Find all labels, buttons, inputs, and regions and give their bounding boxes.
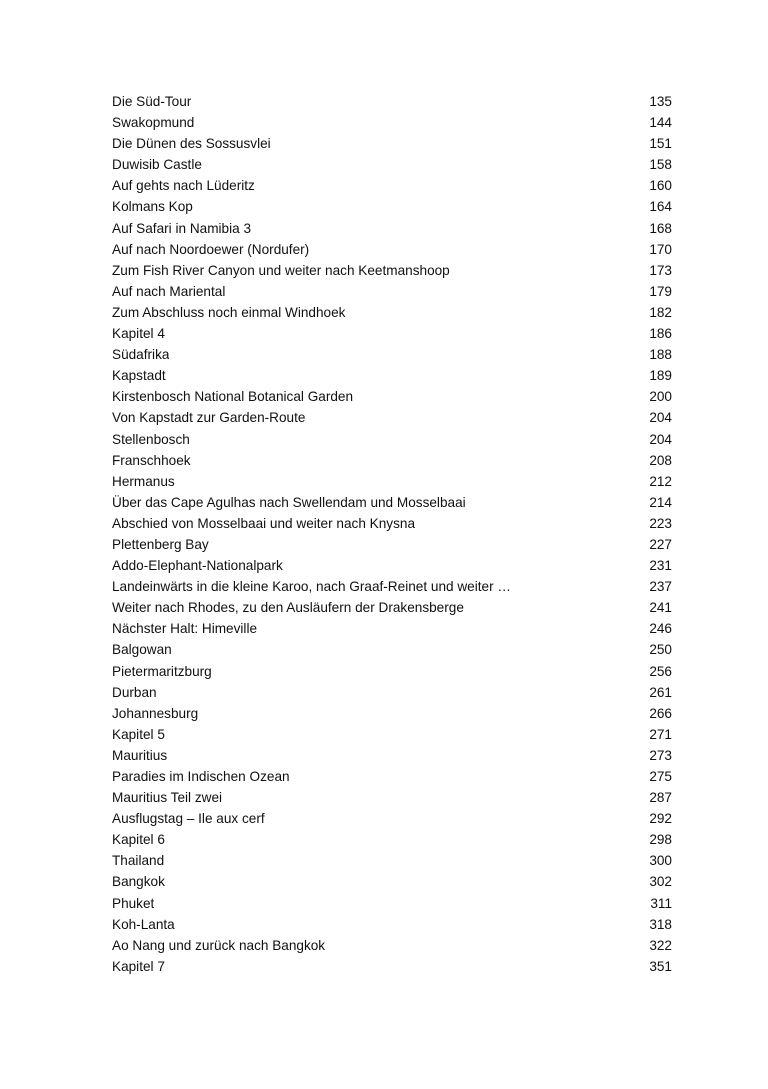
toc-entry-title: Auf Safari in Namibia 3 <box>112 220 252 236</box>
toc-entry <box>112 639 672 660</box>
toc-entry-title: Stellenbosch <box>112 431 190 447</box>
toc-entry-title: Kolmans Kop <box>112 199 193 215</box>
toc-entry-title: Landeinwärts in die kleine Karoo, nach Graaf-Reinet und weiter … <box>112 579 511 595</box>
toc-entry-page-number: 168 <box>649 220 672 236</box>
toc-entry-page-number: 311 <box>650 895 672 911</box>
toc-entry <box>112 724 672 745</box>
toc-entry-title: Phuket <box>112 895 155 911</box>
toc-entry-title: Auf gehts nach Lüderitz <box>112 178 255 194</box>
toc-entry <box>112 661 672 682</box>
toc-entry-page-number: 170 <box>649 241 672 257</box>
toc-entry <box>112 597 672 618</box>
toc-entry <box>112 534 672 555</box>
toc-entry <box>112 218 672 239</box>
toc-entry-page-number: 204 <box>649 410 672 426</box>
toc-entry-page-number: 158 <box>649 157 672 173</box>
toc-entry <box>112 914 672 935</box>
toc-entry-page-number: 256 <box>649 663 672 679</box>
toc-entry-page-number: 322 <box>649 937 672 953</box>
toc-entry-title: Pietermaritzburg <box>112 663 212 679</box>
toc-entry <box>112 871 672 892</box>
toc-entry <box>112 787 672 808</box>
toc-entry <box>112 935 672 956</box>
toc-entry <box>112 745 672 766</box>
toc-entry-page-number: 300 <box>649 853 672 869</box>
toc-entry-title: Plettenberg Bay <box>112 536 209 552</box>
toc-entry-title: Franschhoek <box>112 452 191 468</box>
toc-entry-page-number: 292 <box>649 811 672 827</box>
toc-entry <box>112 91 672 112</box>
toc-entry-title: Ausflugstag – Ile aux cerf <box>112 811 265 827</box>
toc-entry <box>112 555 672 576</box>
toc-entry-page-number: 227 <box>649 536 672 552</box>
toc-entry-title: Kapitel 7 <box>112 958 165 974</box>
toc-entry-page-number: 151 <box>649 136 672 152</box>
toc-entry-page-number: 275 <box>649 769 672 784</box>
toc-entry-title: Thailand <box>112 853 165 869</box>
toc-entry-title: Weiter nach Rhodes, zu den Ausläufern der Drakensberge <box>112 600 464 616</box>
toc-entry-page-number: 273 <box>649 747 672 763</box>
toc-entry-page-number: 204 <box>649 431 672 447</box>
toc-entry-page-number: 298 <box>649 832 672 848</box>
toc-entry <box>112 281 672 302</box>
toc-entry-title: Hermanus <box>112 473 175 489</box>
toc-entry-page-number: 214 <box>649 494 672 510</box>
toc-entry-page-number: 135 <box>649 94 672 109</box>
toc-entry-title: Koh-Lanta <box>112 916 175 932</box>
toc-entry-title: Zum Fish River Canyon und weiter nach Keetmanshoop <box>112 262 450 278</box>
toc-entry-page-number: 246 <box>649 621 672 637</box>
toc-entry <box>112 154 672 175</box>
toc-entry <box>112 175 672 196</box>
toc-entry-title: Durban <box>112 684 157 700</box>
toc-entry-page-number: 250 <box>649 642 672 658</box>
toc-entry-title: Mauritius Teil zwei <box>112 790 223 806</box>
toc-entry-title: Paradies im Indischen Ozean <box>112 769 290 784</box>
toc-entry-title: Von Kapstadt zur Garden-Route <box>112 410 306 426</box>
toc-entry-title: Swakopmund <box>112 115 195 131</box>
toc-entry <box>112 302 672 323</box>
toc-entry <box>112 618 672 639</box>
toc-entry-title: Balgowan <box>112 642 172 658</box>
toc-entry-page-number: 271 <box>649 726 672 742</box>
toc-entry <box>112 239 672 260</box>
toc-entry-page-number: 231 <box>649 558 672 574</box>
toc-entry-page-number: 164 <box>649 199 672 215</box>
toc-entry <box>112 323 672 344</box>
toc-entry-title: Auf nach Noordoewer (Nordufer) <box>112 241 310 257</box>
toc-entry <box>112 513 672 534</box>
toc-entry-title: Bangkok <box>112 874 165 890</box>
toc-entry-page-number: 208 <box>649 452 672 468</box>
toc-entry-page-number: 173 <box>649 262 672 278</box>
toc-entry <box>112 829 672 850</box>
toc-entry-page-number: 186 <box>649 326 672 342</box>
toc-entry-page-number: 302 <box>649 874 672 890</box>
toc-entry <box>112 766 672 787</box>
toc-entry-page-number: 261 <box>649 684 672 700</box>
toc-entry <box>112 576 672 597</box>
toc-entry-title: Zum Abschluss noch einmal Windhoek <box>112 304 346 320</box>
toc-entry <box>112 492 672 513</box>
toc-entry-page-number: 144 <box>649 115 672 131</box>
toc-entry-page-number: 287 <box>649 790 672 806</box>
toc-entry <box>112 407 672 428</box>
toc-entry <box>112 682 672 703</box>
toc-entry <box>112 808 672 829</box>
toc-entry-page-number: 318 <box>649 916 672 932</box>
toc-entry-title: Nächster Halt: Himeville <box>112 621 258 637</box>
toc-entry <box>112 260 672 281</box>
toc-entry-title: Johannesburg <box>112 705 199 721</box>
toc-entry-page-number: 351 <box>649 958 672 974</box>
toc-entry <box>112 365 672 386</box>
toc-entry <box>112 850 672 871</box>
toc-entry-title: Kirstenbosch National Botanical Garden <box>112 389 354 405</box>
toc-entry-title: Kapstadt <box>112 368 166 384</box>
toc-entry <box>112 133 672 154</box>
toc-entry-title: Kapitel 4 <box>112 326 165 342</box>
toc-entry-page-number: 179 <box>649 283 672 299</box>
toc-entry-page-number: 189 <box>649 368 672 384</box>
toc-entry-title: Über das Cape Agulhas nach Swellendam und Mosselbaai <box>112 494 466 510</box>
toc-entry <box>112 471 672 492</box>
table-of-contents <box>112 91 672 977</box>
toc-entry <box>112 112 672 133</box>
toc-entry-title: Mauritius <box>112 747 168 763</box>
toc-entry-page-number: 223 <box>649 515 672 531</box>
toc-entry <box>112 344 672 365</box>
toc-entry-page-number: 200 <box>649 389 672 405</box>
toc-entry-title: Duwisib Castle <box>112 157 202 173</box>
toc-entry <box>112 956 672 977</box>
toc-entry-page-number: 241 <box>649 600 672 616</box>
toc-entry-page-number: 188 <box>649 347 672 363</box>
toc-entry-title: Ao Nang und zurück nach Bangkok <box>112 937 326 953</box>
toc-entry-title: Südafrika <box>112 347 170 363</box>
toc-entry-page-number: 212 <box>649 473 672 489</box>
toc-entry-page-number: 266 <box>649 705 672 721</box>
toc-entry <box>112 386 672 407</box>
toc-entry-title: Abschied von Mosselbaai und weiter nach Knysna <box>112 515 416 531</box>
toc-entry-title: Addo-Elephant-Nationalpark <box>112 558 283 574</box>
toc-entry <box>112 429 672 450</box>
toc-entry-page-number: 237 <box>649 579 672 595</box>
toc-entry-title: Die Süd-Tour <box>112 94 192 109</box>
toc-entry <box>112 893 672 914</box>
toc-entry <box>112 703 672 724</box>
toc-entry-title: Auf nach Mariental <box>112 283 226 299</box>
toc-entry <box>112 450 672 471</box>
toc-entry-page-number: 160 <box>649 178 672 194</box>
toc-entry-title: Kapitel 6 <box>112 832 165 848</box>
toc-entry-title: Die Dünen des Sossusvlei <box>112 136 271 152</box>
toc-entry-title: Kapitel 5 <box>112 726 165 742</box>
toc-entry-page-number: 182 <box>649 304 672 320</box>
toc-entry <box>112 196 672 217</box>
